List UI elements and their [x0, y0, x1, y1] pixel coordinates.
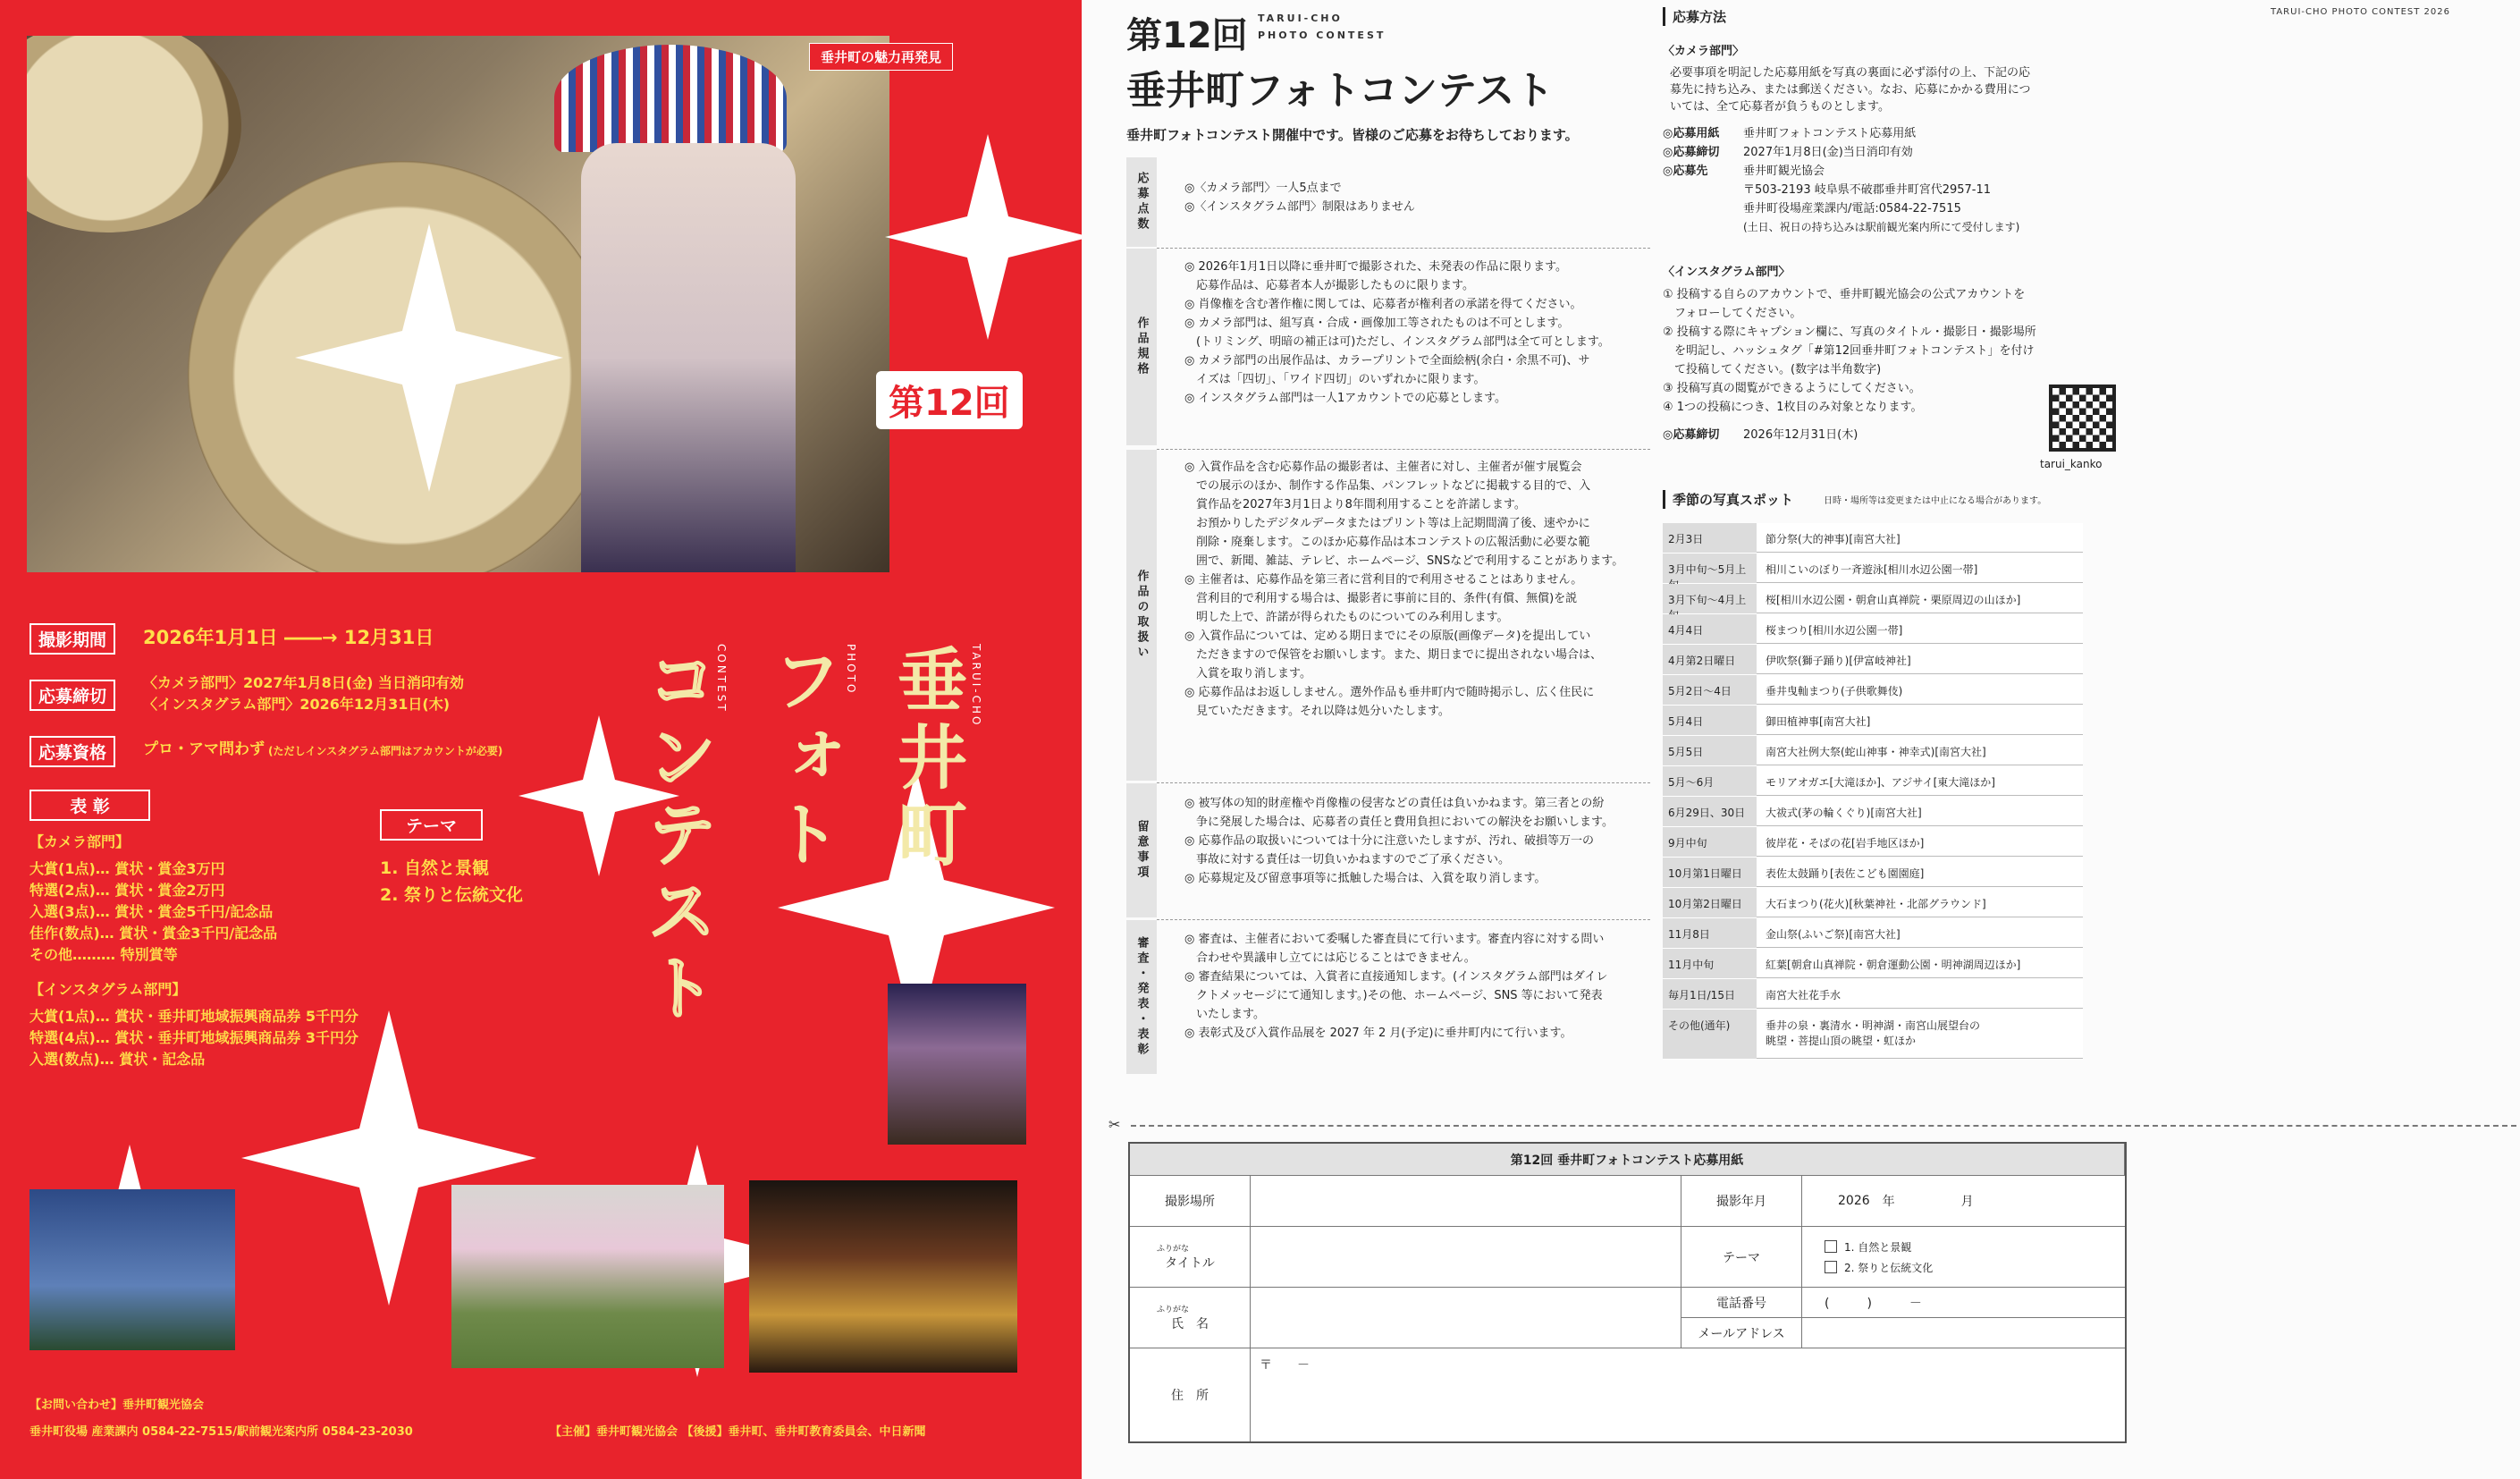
deadline-insta: 〈インスタグラム部門〉2026年12月31日(木) [143, 696, 451, 713]
page-title: 垂井町フォトコンテスト [1126, 68, 1555, 114]
insta-deadline-value: 2026年12月31日(木) [1743, 428, 1858, 442]
en-line1: TARUI-CHO [1258, 13, 1343, 24]
en-contest: CONTEST [715, 644, 728, 714]
awards-label: 表 彰 [29, 790, 150, 821]
theme-item: 2. 祭りと伝統文化 [380, 885, 524, 905]
spot-date: 10月第2日曜日 [1663, 888, 1757, 917]
spot-row [1663, 1010, 2083, 1060]
spot-row [1663, 979, 2083, 1010]
spot-event: 大祓式(茅の輪くぐり)[南宮大社] [1757, 797, 2083, 826]
address-line: (土日、祝日の持ち込みは駅前観光案内所にて受付します) [1743, 221, 2020, 233]
spot-date: 4月第2日曜日 [1663, 645, 1757, 674]
fireworks-photo [29, 1189, 235, 1350]
apply-value: 垂井町観光協会 [1743, 165, 1825, 178]
insta-handle[interactable]: tarui_kanko [2040, 458, 2103, 470]
apply-value: 2027年1月8日(金)当日消印有効 [1743, 146, 1913, 159]
title-label: タイトル [1165, 1256, 1215, 1271]
spot-row [1663, 614, 2083, 645]
address-field[interactable]: 〒 － [1260, 1358, 1310, 1373]
camera-award: 大賞(1点)… 賞状・賞金3万円 [29, 860, 225, 877]
spot-date: 4月4日 [1663, 614, 1757, 644]
insta-sub: 〈インスタグラム部門〉 [1663, 266, 1791, 279]
insta-step: ② 投稿する際にキャプション欄に、写真のタイトル・撮影日・撮影場所 [1663, 325, 2036, 339]
spot-event: 金山祭(ふいご祭)[南宮大社] [1757, 918, 2083, 948]
title-line3: コンテスト [636, 644, 716, 1028]
lead-text: 垂井町フォトコンテスト開催中です。皆様のご応募をお待ちしております。 [1126, 127, 1579, 143]
camera-sub: 〈カメラ部門〉 [1663, 45, 1745, 58]
spot-row [1663, 554, 2083, 584]
children-running-photo [451, 1185, 724, 1368]
divider [1157, 449, 1650, 450]
name-label: 氏 名 [1171, 1317, 1209, 1331]
spot-row [1663, 888, 2083, 918]
spot-date: 5月4日 [1663, 706, 1757, 735]
spot-event: 節分祭(大的神事)[南宮大社] [1757, 523, 2083, 553]
eligibility-label: 応募資格 [29, 736, 115, 767]
insta-step: ③ 投稿写真の閲覧ができるようにしてください。 [1663, 382, 1921, 395]
section-body: ◎ 被写体の知的財産権や肖像権の侵害などの責任は負いかねます。第三者との紛 争に発展した場合は、応募者の責任と費用負担においての解決をお願いします。 ◎ 応募作品の取扱いについては十分に注意いたしますが、汚れ、破損等万一の 事故に対する責任は一切負いかねますのでご了承ください。 ◎ 応募規定及び留意事項等に抵触した場合は、入賞を取り消します。 [1184, 797, 1614, 885]
divider [1157, 782, 1650, 783]
spot-event: 南宮大社花手水 [1757, 979, 2083, 1009]
spot-row [1663, 645, 2083, 675]
spot-date: 10月第1日曜日 [1663, 858, 1757, 887]
form-label-name [1130, 1288, 1251, 1348]
organizer-line: 【主催】垂井町観光協会 【後援】垂井町、垂井町教育委員会、中日新聞 [550, 1425, 926, 1439]
cherry-blossom-night-photo [888, 984, 1026, 1145]
spot-event: 表佐太鼓踊り[表佐こども園園庭] [1757, 858, 2083, 887]
eligibility-note: (ただしインスタグラム部門はアカウントが必要) [268, 745, 503, 757]
spot-event: 伊吹祭(獅子踊り)[伊富岐神社] [1757, 645, 2083, 674]
divider [1157, 248, 1650, 249]
spot-row [1663, 675, 2083, 706]
checkbox-icon[interactable] [1825, 1261, 1837, 1273]
spot-date: 11月中旬 [1663, 949, 1757, 978]
camera-award: 特選(2点)… 賞状・賞金2万円 [29, 882, 225, 899]
spot-row [1663, 797, 2083, 827]
spot-date: 5月2日～4日 [1663, 675, 1757, 705]
address-line: 垂井町役場産業課内/電話:0584-22-7515 [1743, 202, 1961, 216]
insta-deadline-key: ◎応募締切 [1663, 428, 1720, 442]
drum-image [27, 36, 241, 232]
apply-key: ◎応募用紙 [1663, 127, 1720, 140]
title-field[interactable] [1251, 1227, 1681, 1288]
en-taruicho: TARUI-CHO [970, 644, 982, 728]
spot-event: 垂井の泉・裏清水・明神湖・南宮山展望台の 眺望・菩提山頂の眺望・虹ほか [1757, 1010, 2083, 1059]
insta-award: 特選(4点)… 賞状・垂井町地域振興商品券 3千円分 [29, 1029, 359, 1046]
spot-date: 6月29日、30日 [1663, 797, 1757, 826]
spot-date: 11月8日 [1663, 918, 1757, 948]
apply-title: 応募方法 [1663, 7, 1726, 26]
insta-step: ④ 1つの投稿につき、1枚目のみ対象となります。 [1663, 401, 1923, 414]
dancer-hat [554, 45, 787, 152]
spot-event: 相川こいのぼり一斉遊泳[相川水辺公園一帯] [1757, 554, 2083, 583]
badge: 垂井町の魅力再発見 [809, 43, 953, 71]
title-line2: フォト [761, 644, 841, 875]
qr-code-icon[interactable] [2049, 385, 2116, 452]
deadline-camera: 〈カメラ部門〉2027年1月8日(金) 当日消印有効 [143, 674, 464, 691]
address-line: 〒503-2193 岐阜県不破郡垂井町宮代2957-11 [1743, 183, 1992, 197]
spot-date: 毎月1日/15日 [1663, 979, 1757, 1009]
section-head: 作品の取扱い [1126, 450, 1157, 781]
left-page [0, 0, 1082, 1479]
spot-row [1663, 766, 2083, 797]
theme-option[interactable] [1825, 1260, 1933, 1275]
camera-awards-heading: 【カメラ部門】 [29, 833, 131, 850]
spot-event: 大石まつり(花火)[秋葉神社・北部グラウンド] [1757, 888, 2083, 917]
section-head: 作品規格 [1126, 249, 1157, 445]
deadline-label: 応募締切 [29, 680, 115, 711]
date-field[interactable] [1802, 1176, 2125, 1227]
spot-date: 5月5日 [1663, 736, 1757, 765]
insta-step: を明記し、ハッシュタグ「#第12回垂井町フォトコンテスト」を付け [1663, 344, 2035, 358]
cut-line [1131, 1125, 2516, 1127]
divider [1157, 919, 1650, 920]
insta-award: 入選(数点)… 賞状・記念品 [29, 1051, 206, 1068]
spot-date: 5月～6月 [1663, 766, 1757, 796]
year-unit: 年 [1882, 1195, 1895, 1209]
sparkle-shape [885, 134, 1082, 340]
camera-award: 佳作(数点)… 賞状・賞金3千円/記念品 [29, 925, 278, 942]
camera-desc: 必要事項を明記した応募用紙を写真の裏面に必ず添付の上、下記の応 募先に持ち込み、または郵送ください。なお、応募にかかる費用につ いては、全て応募者が負うものとします。 [1670, 66, 2031, 114]
spot-row [1663, 706, 2083, 736]
place-field[interactable] [1251, 1176, 1681, 1227]
spot-event: 垂井曳軕まつり(子供歌舞伎) [1757, 675, 2083, 705]
camera-award: 入選(3点)… 賞状・賞金5千円/記念品 [29, 903, 274, 920]
spot-event: 彼岸花・そばの花[岩手地区ほか] [1757, 827, 2083, 857]
spot-row [1663, 949, 2083, 979]
spot-event: 桜[相川水辺公園・朝倉山真禅院・栗原周辺の山ほか] [1757, 584, 2083, 613]
insta-step: ① 投稿する自らのアカウントで、垂井町観光協会の公式アカウントを [1663, 288, 2026, 301]
insta-step: て投稿してください。(数字は半角数字) [1663, 363, 1882, 376]
eligibility-value: プロ・アマ問わず [143, 740, 265, 758]
edition-heading: 第12回 [1126, 15, 1248, 56]
spot-event: 南宮大社例大祭(蛇山神事・神幸式)[南宮大社] [1757, 736, 2083, 765]
section-body: ◎ 入賞作品を含む応募作品の撮影者は、主催者に対し、主催者が催す展覧会 での展示のほか、制作する作品集、パンフレットなどに掲載する目的で、入 賞作品を2027年3月1日より8年間利用することを許諾します。 お預かりしたデジタルデータまたはプリント等は上記期間満了後、速やかに 削除・廃棄します。このほか応募作品は本コンテストの広報活動に必要な範 囲で、新聞、雑誌、テレビ、ホームページ、SNSなどで利用することがあります。 ◎ 主催者は、応募作品を第三者に営利目的で利用させることはありません。 営利目的で利用する場合は、撮影者に事前に目的、条件(有償、無償)を説 明した上で、許諾が得られたものについてのみ利用します。 ◎ 入賞作品については、定める期日までにその原版(画像データ)を提出してい ただきますので保管をお願いします。また、期日までに提出されない場合は、 入賞を取り消します。 ◎ 応募作品はお返ししません。選外作品も垂井町内で随時掲示し、広く住民に 見ていただきます。それ以降は処分いたします。 [1184, 461, 1624, 718]
spot-row [1663, 918, 2083, 949]
theme-label: テーマ [380, 809, 483, 841]
section-head: 審査・発表・表彰 [1126, 920, 1157, 1074]
form-label-email: メールアドレス [1681, 1318, 1802, 1348]
form-label-date: 撮影年月 [1681, 1176, 1802, 1227]
form-label-theme: テーマ [1681, 1227, 1802, 1288]
en-line2: PHOTO CONTEST [1258, 30, 1386, 41]
form-label-title [1130, 1227, 1251, 1288]
spot-row [1663, 736, 2083, 766]
spot-date: 2月3日 [1663, 523, 1757, 553]
spot-event: モリアオガエ[大滝ほか]、アジサイ[東大滝ほか] [1757, 766, 2083, 796]
spot-date: 9月中旬 [1663, 827, 1757, 857]
theme-options [1802, 1227, 2125, 1288]
taiko-drum-photo [27, 36, 889, 572]
insta-awards-heading: 【インスタグラム部門】 [29, 981, 187, 998]
year-value: 2026 [1838, 1194, 1870, 1208]
spots-table [1663, 523, 2083, 1060]
form-label-address: 住 所 [1130, 1348, 1251, 1441]
title-line1: 垂井町 [886, 644, 966, 875]
insta-step: フォローしてください。 [1663, 307, 1802, 320]
period-value: 2026年1月1日 ――→ 12月31日 [143, 627, 434, 648]
theme-option-label: 2. 祭りと伝統文化 [1844, 1261, 1934, 1274]
spot-date: 3月中旬～5月上 [1663, 554, 1757, 583]
apply-value: 垂井町フォトコンテスト応募用紙 [1743, 127, 1917, 140]
spot-date: その他(通年) [1663, 1010, 1757, 1059]
insta-award: 大賞(1点)… 賞状・垂井町地域振興商品券 5千円分 [29, 1008, 359, 1025]
edition-mark: 第12回 [876, 371, 1023, 429]
section-head: 留意事項 [1126, 783, 1157, 917]
month-unit: 月 [1960, 1195, 1974, 1209]
apply-key: ◎応募先 [1663, 165, 1708, 178]
contact-title: 【お問い合わせ】垂井町観光協会 [29, 1399, 205, 1412]
spot-row [1663, 858, 2083, 888]
spot-event: 紅葉[朝倉山真禅院・朝倉運動公園・明神湖周辺ほか] [1757, 949, 2083, 978]
dancer-figure [581, 143, 796, 572]
header-right: TARUI-CHO PHOTO CONTEST 2026 [2271, 7, 2450, 17]
theme-option-label: 1. 自然と景観 [1844, 1240, 1912, 1254]
theme-item: 1. 自然と景観 [380, 858, 490, 878]
name-field[interactable] [1251, 1288, 1681, 1348]
kabuki-stage-photo [749, 1180, 1017, 1373]
spot-event: 御田植神事[南宮大社] [1757, 706, 2083, 735]
theme-option[interactable] [1825, 1239, 1911, 1255]
email-field[interactable] [1802, 1318, 2125, 1348]
scissors-icon: ✂ [1108, 1116, 1121, 1133]
spots-title: 季節の写真スポット [1663, 490, 1793, 509]
section-body: ◎〈カメラ部門〉一人5点まで ◎〈インスタグラム部門〉制限はありません [1184, 182, 1415, 214]
spot-row [1663, 584, 2083, 614]
section-body: ◎ 2026年1月1日以降に垂井町で撮影された、未発表の作品に限ります。 応募作品は、応募者本人が撮影したものに限ります。 ◎ 肖像権を含む著作権に関しては、応募者が権利者の承諾を得てください。 ◎ カメラ部門は、組写真・合成・画像加工等されたものは不可とします。 (トリミング、明暗の補正は可)ただし、インスタグラム部門は全て可とします。 ◎ カメラ部門の出展作品は、カラープリントで全面絵柄(余白・余黒不可)、サ イズは「四切」、「ワイド四切」のいずれかに限ります。 ◎ インスタグラム部門は一人1アカウントでの応募とします。 [1184, 260, 1610, 405]
form-label-phone: 電話番号 [1681, 1288, 1802, 1318]
checkbox-icon[interactable] [1825, 1240, 1837, 1253]
camera-award: その他……… 特別賞等 [29, 946, 178, 963]
application-form [1128, 1142, 2127, 1443]
en-photo: PHOTO [845, 644, 857, 696]
spot-date: 3月下旬～4月上 [1663, 584, 1757, 613]
phone-field[interactable]: ( ) － [1802, 1288, 2125, 1318]
form-label-place: 撮影場所 [1130, 1176, 1251, 1227]
spots-note: 日時・場所等は変更または中止になる場合があります。 [1824, 496, 2047, 506]
spot-row [1663, 523, 2083, 554]
period-label: 撮影期間 [29, 623, 115, 655]
spot-event: 桜まつり[相川水辺公園一帯] [1757, 614, 2083, 644]
apply-key: ◎応募締切 [1663, 146, 1720, 159]
spot-row [1663, 827, 2083, 858]
contact-line: 垂井町役場 産業課内 0584-22-7515/駅前観光案内所 0584-23-2030 [29, 1425, 413, 1439]
section-head: 応募点数 [1126, 157, 1157, 247]
furigana-label: ふりがな [1157, 1306, 1190, 1314]
furigana-label: ふりがな [1157, 1245, 1190, 1254]
form-title: 第12回 垂井町フォトコンテスト応募用紙 [1130, 1144, 2125, 1176]
section-body: ◎ 審査は、主催者において委嘱した審査員にて行います。審査内容に対する問い 合わせや異議申し立てには応じることはできません。 ◎ 審査結果については、入賞者に直接通知します。(インスタグラム部門はダイレ クトメッセージにて通知します。)その他、ホームページ、SNS 等において発表 いたします。 ◎ 表彰式及び入賞作品展を 2027 年 2 月(予定)に垂井町内にて行います。 [1184, 933, 1608, 1040]
